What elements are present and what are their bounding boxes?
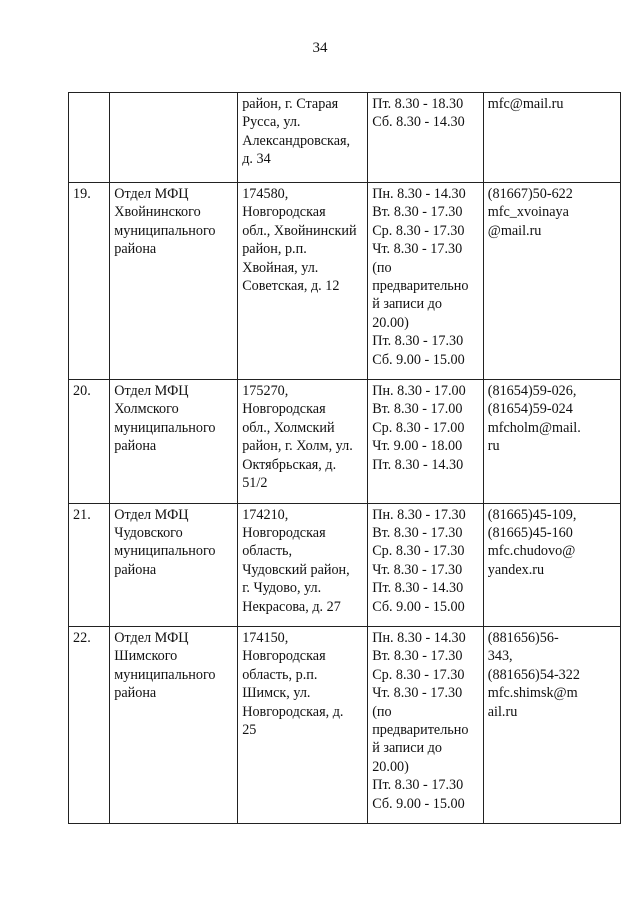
office-name-cell: Отдел МФЦ Холмского муниципального района <box>110 380 238 503</box>
table-row <box>69 93 621 183</box>
contacts-cell: (81665)45-109, (81665)45-160 mfc.chudovo@ yandex.ru <box>483 503 620 626</box>
address-cell: 174150, Новгородская область, р.п. Шимск, ул. Новгородская, д. 25 <box>238 626 368 823</box>
office-name-cell: Отдел МФЦ Чудовского муниципального района <box>110 503 238 626</box>
contacts-cell: (81667)50-622 mfc_xvoinaya @mail.ru <box>483 183 620 380</box>
working-hours-cell: Пт. 8.30 - 18.30 Сб. 8.30 - 14.30 <box>368 93 484 183</box>
row-number-cell: 19. <box>69 183 110 380</box>
contacts-cell: mfc@mail.ru <box>483 93 620 183</box>
table-row <box>69 626 621 823</box>
address-cell: 174210, Новгородская область, Чудовский район, г. Чудово, ул. Некрасова, д. 27 <box>238 503 368 626</box>
row-number-cell: 21. <box>69 503 110 626</box>
address-cell: район, г. Старая Русса, ул. Александровская, д. 34 <box>238 93 368 183</box>
row-number-cell: 22. <box>69 626 110 823</box>
working-hours-cell: Пн. 8.30 - 17.30 Вт. 8.30 - 17.30 Ср. 8.30 - 17.30 Чт. 8.30 - 17.30 Пт. 8.30 - 14.30 Сб. 9.00 - 15.00 <box>368 503 484 626</box>
page-number: 34 <box>312 40 328 56</box>
office-name-cell <box>110 93 238 183</box>
row-number-cell <box>69 93 110 183</box>
working-hours-cell: Пн. 8.30 - 17.00 Вт. 8.30 - 17.00 Ср. 8.30 - 17.00 Чт. 9.00 - 18.00 Пт. 8.30 - 14.30 <box>368 380 484 503</box>
working-hours-cell: Пн. 8.30 - 14.30 Вт. 8.30 - 17.30 Ср. 8.30 - 17.30 Чт. 8.30 - 17.30 (по предварительно й записи до 20.00) Пт. 8.30 - 17.30 Сб. 9.00 - 15.00 <box>368 183 484 380</box>
contacts-cell: (81654)59-026, (81654)59-024 mfcholm@mail. ru <box>483 380 620 503</box>
office-name-cell: Отдел МФЦ Шимского муниципального района <box>110 626 238 823</box>
mfc-offices-table <box>68 92 621 824</box>
row-number-cell: 20. <box>69 380 110 503</box>
contacts-cell: (881656)56- 343, (881656)54-322 mfc.shimsk@m ail.ru <box>483 626 620 823</box>
office-name-cell: Отдел МФЦ Хвойнинского муниципального района <box>110 183 238 380</box>
table-row <box>69 380 621 503</box>
working-hours-cell: Пн. 8.30 - 14.30 Вт. 8.30 - 17.30 Ср. 8.30 - 17.30 Чт. 8.30 - 17.30 (по предварительно й записи до 20.00) Пт. 8.30 - 17.30 Сб. 9.00 - 15.00 <box>368 626 484 823</box>
address-cell: 175270, Новгородская обл., Холмский район, г. Холм, ул. Октябрьская, д. 51/2 <box>238 380 368 503</box>
table-row <box>69 503 621 626</box>
table-row <box>69 183 621 380</box>
address-cell: 174580, Новгородская обл., Хвойнинский район, р.п. Хвойная, ул. Советская, д. 12 <box>238 183 368 380</box>
